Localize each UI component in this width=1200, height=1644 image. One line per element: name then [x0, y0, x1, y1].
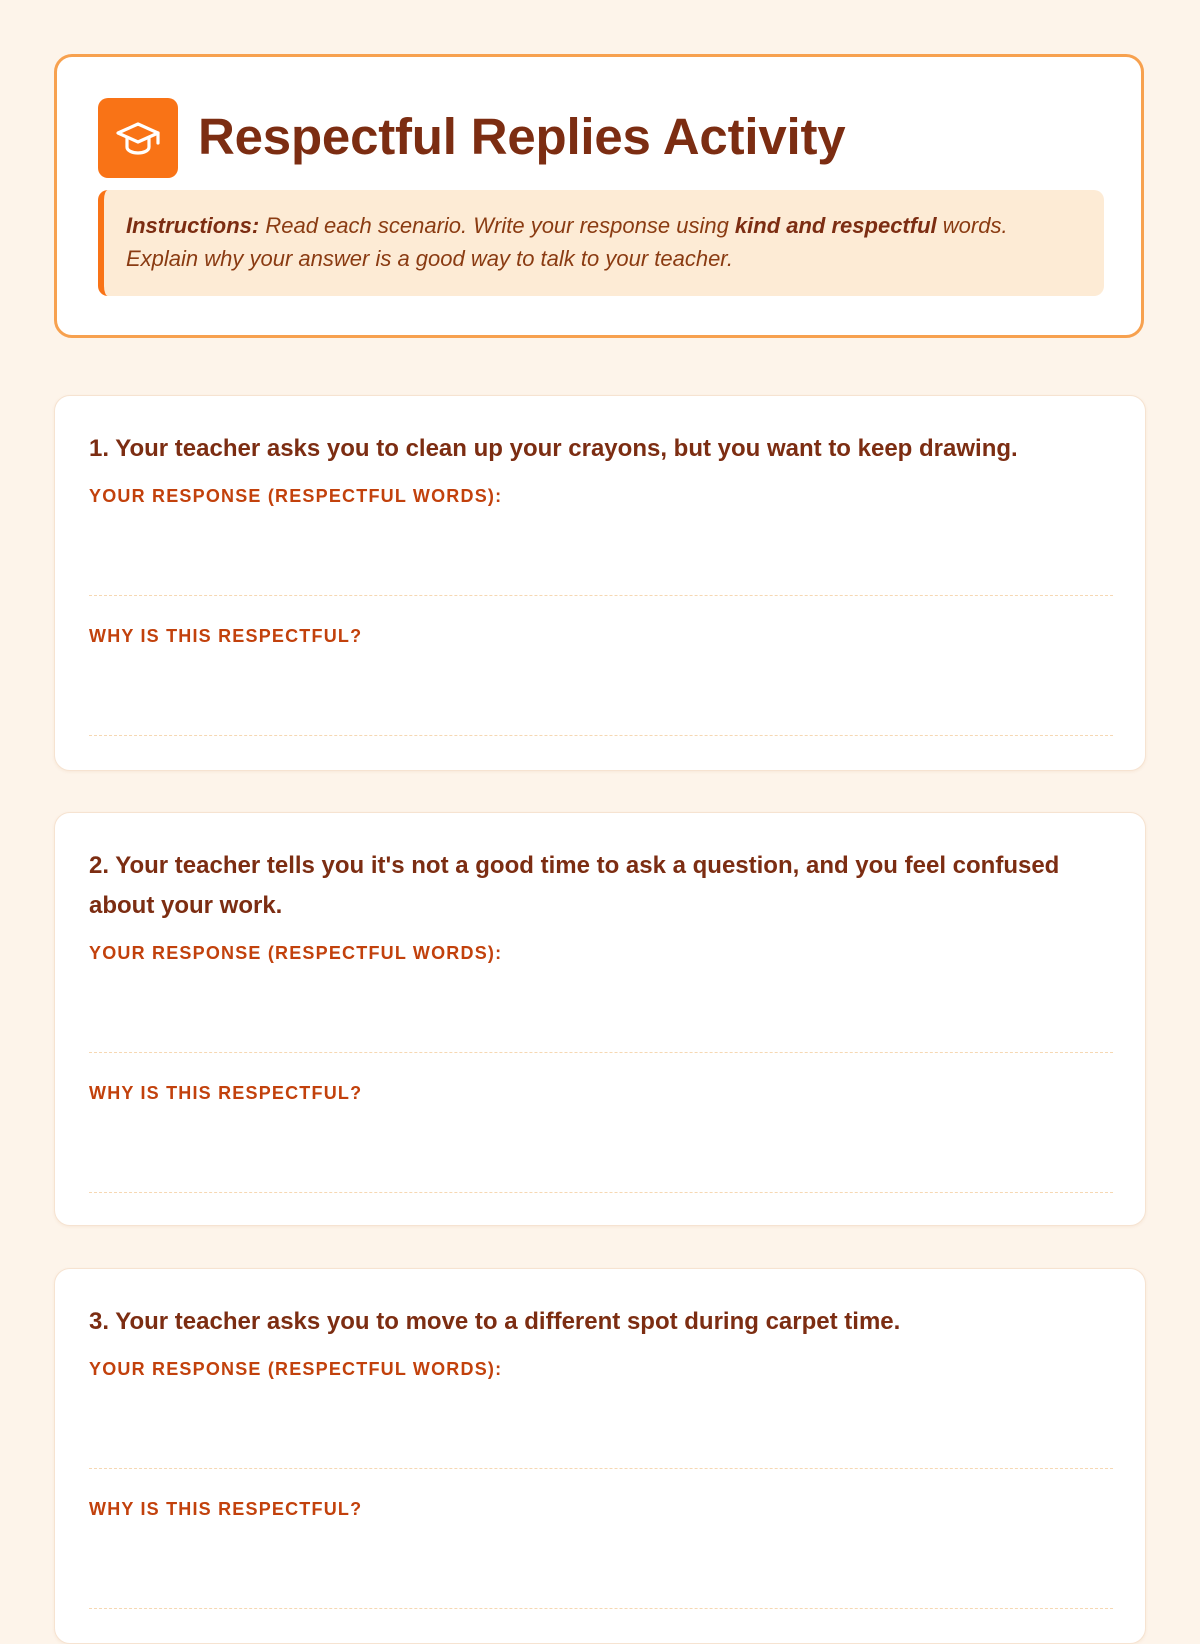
- why-label: WHY IS THIS RESPECTFUL?: [89, 1083, 363, 1103]
- response-answer-line[interactable]: [89, 538, 1113, 596]
- graduation-cap-icon: [110, 110, 166, 166]
- logo-badge: [98, 98, 178, 178]
- instructions-text-after: words. Explain why your answer is a good way to talk to your teacher.: [126, 213, 1008, 271]
- why-label: WHY IS THIS RESPECTFUL?: [89, 1499, 363, 1519]
- why-answer-line[interactable]: [89, 1551, 1113, 1609]
- instructions-label: Instructions:: [126, 213, 260, 238]
- response-label: YOUR RESPONSE (RESPECTFUL WORDS):: [89, 1359, 503, 1379]
- instructions-box: [98, 190, 1104, 296]
- page-title: Respectful Replies Activity: [198, 108, 846, 165]
- why-answer-line[interactable]: [89, 678, 1113, 736]
- scenario-question: 2. Your teacher tells you it's not a good time to ask a question, and you feel confused about your work.: [89, 852, 1060, 919]
- scenario-card: [54, 1268, 1146, 1644]
- response-answer-line[interactable]: [89, 995, 1113, 1053]
- scenario-card: [54, 812, 1146, 1226]
- why-label: WHY IS THIS RESPECTFUL?: [89, 626, 363, 646]
- response-label: YOUR RESPONSE (RESPECTFUL WORDS):: [89, 486, 503, 506]
- instructions-text-before: Read each scenario. Write your response using: [259, 213, 735, 238]
- why-answer-line[interactable]: [89, 1135, 1113, 1193]
- instructions-emphasis: kind and respectful: [734, 213, 937, 238]
- response-label: YOUR RESPONSE (RESPECTFUL WORDS):: [89, 943, 503, 963]
- response-answer-line[interactable]: [89, 1411, 1113, 1469]
- scenario-question: 1. Your teacher asks you to clean up your crayons, but you want to keep drawing.: [89, 435, 1018, 462]
- scenario-question: 3. Your teacher asks you to move to a different spot during carpet time.: [89, 1308, 901, 1335]
- scenario-card: [54, 395, 1146, 771]
- activity-header-card: [54, 54, 1144, 338]
